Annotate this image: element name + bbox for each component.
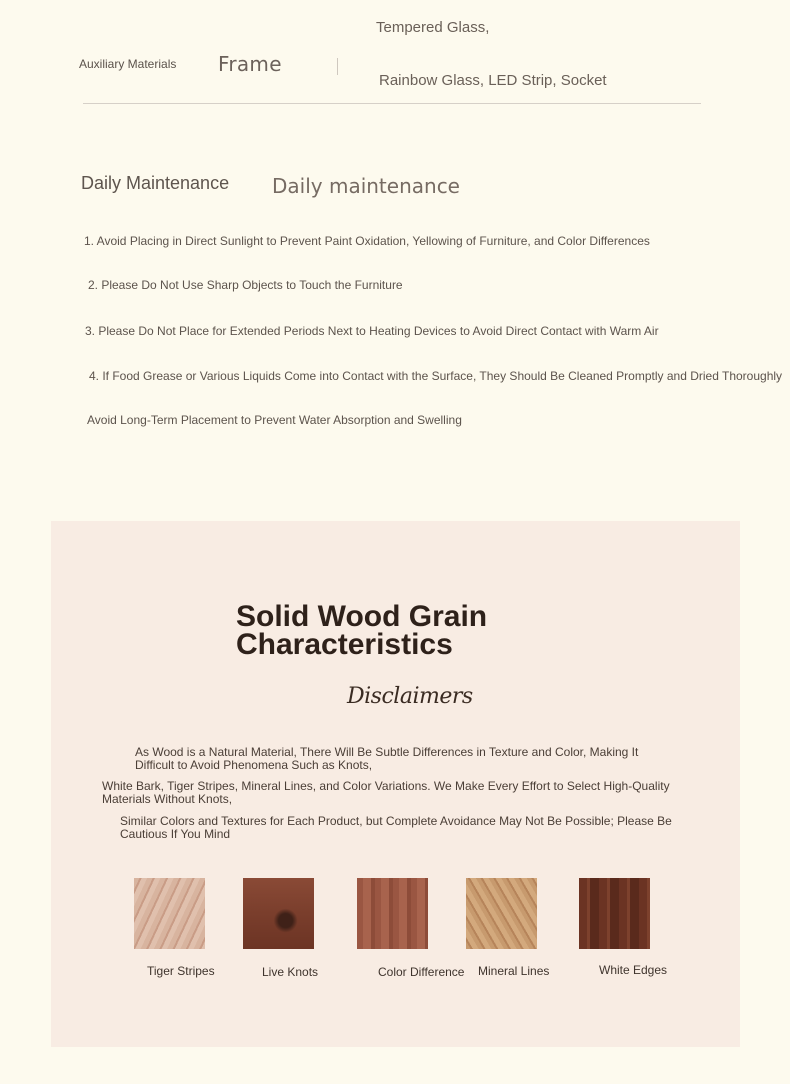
maintenance-tip: 3. Please Do Not Place for Extended Periods Next to Heating Devices to Avoid Direct Contact with Warm Air (85, 324, 659, 338)
daily-maintenance-subtitle: Daily maintenance (272, 174, 460, 198)
tiger-stripes-swatch (134, 878, 205, 949)
frame-label: Frame (218, 52, 282, 76)
maintenance-tip: 2. Please Do Not Use Sharp Objects to Touch the Furniture (88, 278, 403, 292)
swatch-label: Live Knots (262, 965, 319, 979)
swatch-label: Mineral Lines (478, 964, 550, 978)
swatch-label: Tiger Stripes (147, 964, 215, 978)
materials-line-2: Rainbow Glass, LED Strip, Socket (379, 72, 607, 89)
daily-maintenance-title: Daily Maintenance (81, 173, 230, 193)
wood-grain-title: Solid Wood Grain Characteristics (236, 600, 488, 661)
disclaimer-paragraph: Similar Colors and Textures for Each Product, but Complete Avoidance May Not Be Possible; Please Be Cautious If You Mind (120, 814, 672, 841)
vertical-divider (337, 58, 338, 75)
live-knots-swatch (243, 878, 314, 949)
swatch-label: White Edges (599, 963, 668, 977)
mineral-lines-swatch (466, 878, 537, 949)
swatch-label: Color Difference (378, 965, 465, 979)
white-edges-swatch (579, 878, 650, 949)
disclaimer-paragraph: As Wood is a Natural Material, There Will Be Subtle Differences in Texture and Color, Making It Difficult to Avoid Phenomena Such as Knots, (135, 745, 639, 772)
auxiliary-materials-label: Auxiliary Materials (79, 57, 177, 71)
maintenance-tip: Avoid Long-Term Placement to Prevent Water Absorption and Swelling (87, 413, 462, 427)
maintenance-tip: 4. If Food Grease or Various Liquids Come into Contact with the Surface, They Should Be Cleaned Promptly and Dried Thoroughly (89, 369, 783, 383)
maintenance-tip: 1. Avoid Placing in Direct Sunlight to Prevent Paint Oxidation, Yellowing of Furniture, and Color Differences (84, 234, 650, 248)
disclaimer-paragraph: White Bark, Tiger Stripes, Mineral Lines, and Color Variations. We Make Every Effort to Select High-Quality Materials Without Knots, (102, 779, 670, 806)
materials-line-1: Tempered Glass, (376, 19, 490, 36)
color-difference-swatch (357, 878, 428, 949)
section-divider (83, 103, 701, 104)
disclaimers-script-heading: Disclaimers (347, 684, 473, 709)
